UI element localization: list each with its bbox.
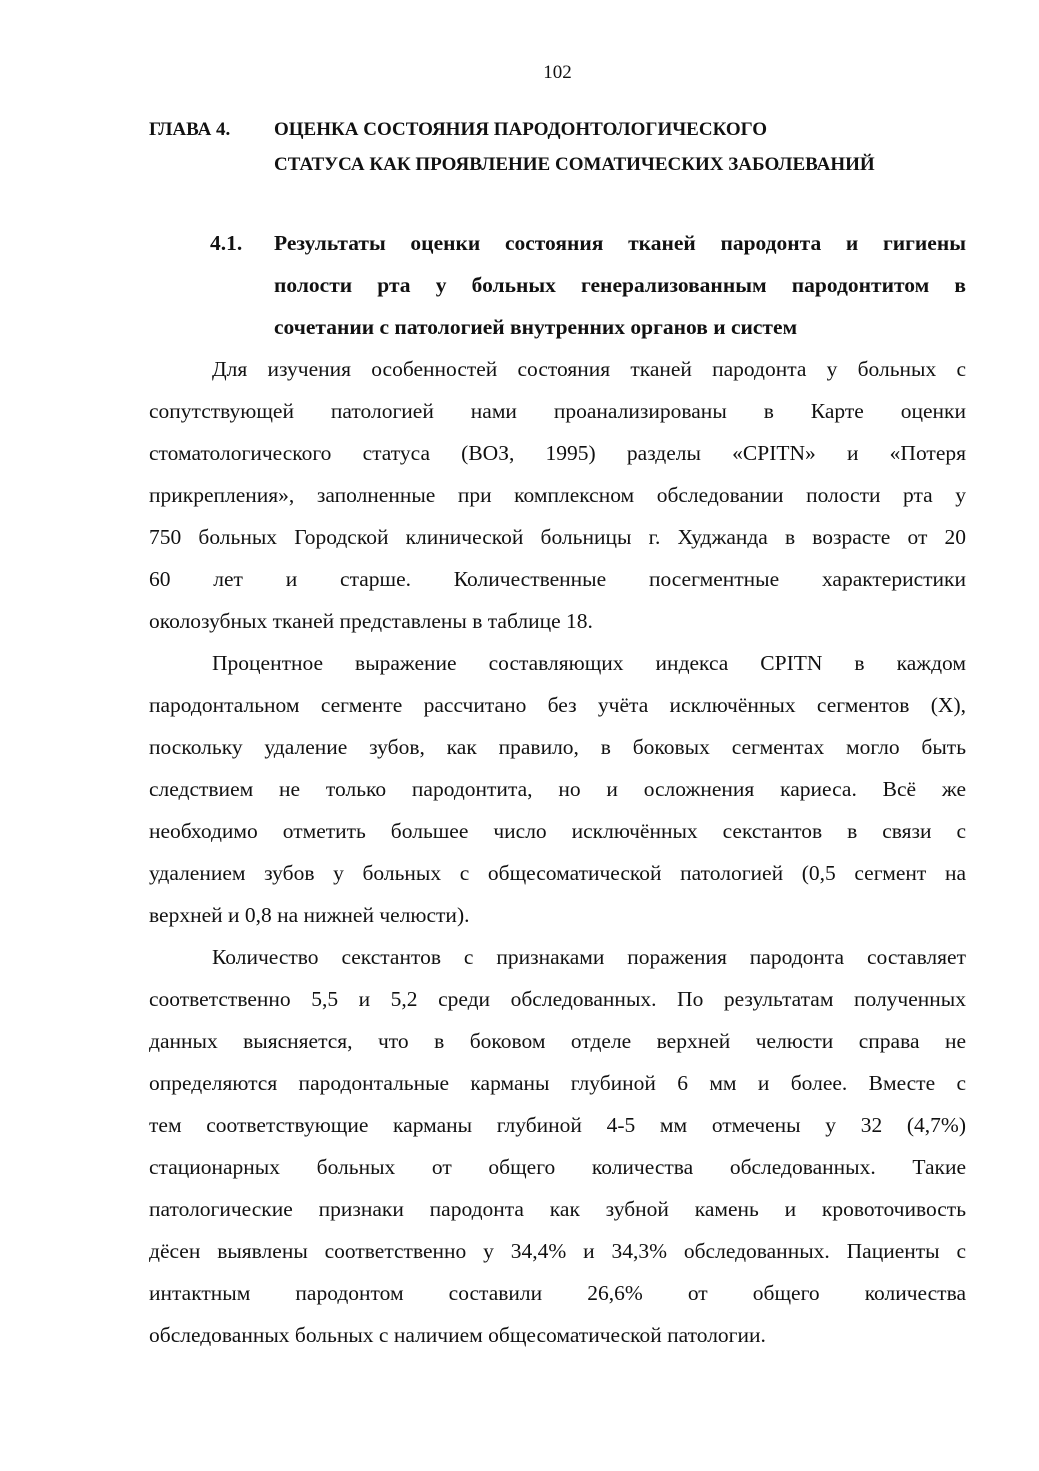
- chapter-title: [274, 112, 969, 182]
- body-text: [149, 348, 966, 1356]
- paragraph-line: интактным пародонтом составили 26,6% от общего количества: [149, 1281, 966, 1305]
- paragraph-line: Количество секстантов с признаками поражения пародонта составляет: [212, 945, 966, 969]
- section-title-line: Результаты оценки состояния тканей пародонта и гигиены: [274, 231, 966, 255]
- section-title-line: полости рта у больных генерализованным пародонтитом в: [274, 273, 966, 297]
- paragraph-line: поскольку удаление зубов, как правило, в боковых сегментах могло быть: [149, 735, 966, 759]
- paragraph-line: данных выясняется, что в боковом отделе верхней челюсти справа не: [149, 1029, 966, 1053]
- paragraph-line: сопутствующей патологией нами проанализированы в Карте оценки: [149, 399, 966, 423]
- paragraph-line: дёсен выявлены соответственно у 34,4% и 34,3% обследованных. Пациенты с: [149, 1239, 966, 1263]
- paragraph-line: пародонтальном сегменте рассчитано без учёта исключённых сегментов (X),: [149, 693, 966, 717]
- paragraph-line: стационарных больных от общего количества обследованных. Такие: [149, 1155, 966, 1179]
- paragraph-line: соответственно 5,5 и 5,2 среди обследованных. По результатам полученных: [149, 987, 966, 1011]
- paragraph-line: патологические признаки пародонта как зубной камень и кровоточивость: [149, 1197, 966, 1221]
- paragraph-line: Для изучения особенностей состояния тканей пародонта у больных с: [212, 357, 966, 381]
- section-title-line: сочетании с патологией внутренних органов и систем: [274, 315, 798, 339]
- page-number: 102: [543, 62, 572, 83]
- paragraph-line: тем соответствующие карманы глубиной 4-5 мм отмечены у 32 (4,7%): [149, 1113, 966, 1137]
- paragraph: [149, 348, 966, 642]
- chapter-title-line: СТАТУСА КАК ПРОЯВЛЕНИЕ СОМАТИЧЕСКИХ ЗАБОЛЕВАНИЙ: [274, 154, 875, 175]
- paragraph-line: стоматологического статуса (ВОЗ, 1995) разделы «CPITN» и «Потеря: [149, 441, 966, 465]
- section-number: 4.1.: [210, 231, 243, 255]
- paragraph-line: следствием не только пародонтита, но и осложнения кариеса. Всё же: [149, 777, 966, 801]
- chapter-label: ГЛАВА 4.: [149, 119, 231, 140]
- paragraph: [149, 642, 966, 936]
- paragraph-line: 60 лет и старше. Количественные посегментные характеристики: [149, 567, 966, 591]
- paragraph: [149, 936, 966, 1356]
- paragraph-line: удалением зубов у больных с общесоматической патологией (0,5 сегмент на: [149, 861, 966, 885]
- paragraph-line: необходимо отметить большее число исключённых секстантов в связи с: [149, 819, 966, 843]
- section-title: [274, 222, 966, 348]
- paragraph-line: 750 больных Городской клинической больницы г. Худжанда в возрасте от 20: [149, 525, 966, 549]
- paragraph-line: верхней и 0,8 на нижней челюсти).: [149, 903, 470, 927]
- paragraph-line: Процентное выражение составляющих индекса CPITN в каждом: [212, 651, 966, 675]
- paragraph-line: обследованных больных с наличием общесоматической патологии.: [149, 1323, 766, 1347]
- paragraph-line: определяются пародонтальные карманы глубиной 6 мм и более. Вместе с: [149, 1071, 966, 1095]
- chapter-title-line: ОЦЕНКА СОСТОЯНИЯ ПАРОДОНТОЛОГИЧЕСКОГО: [274, 119, 768, 140]
- paragraph-line: околозубных тканей представлены в таблице 18.: [149, 609, 593, 633]
- paragraph-line: прикрепления», заполненные при комплексном обследовании полости рта у: [149, 483, 966, 507]
